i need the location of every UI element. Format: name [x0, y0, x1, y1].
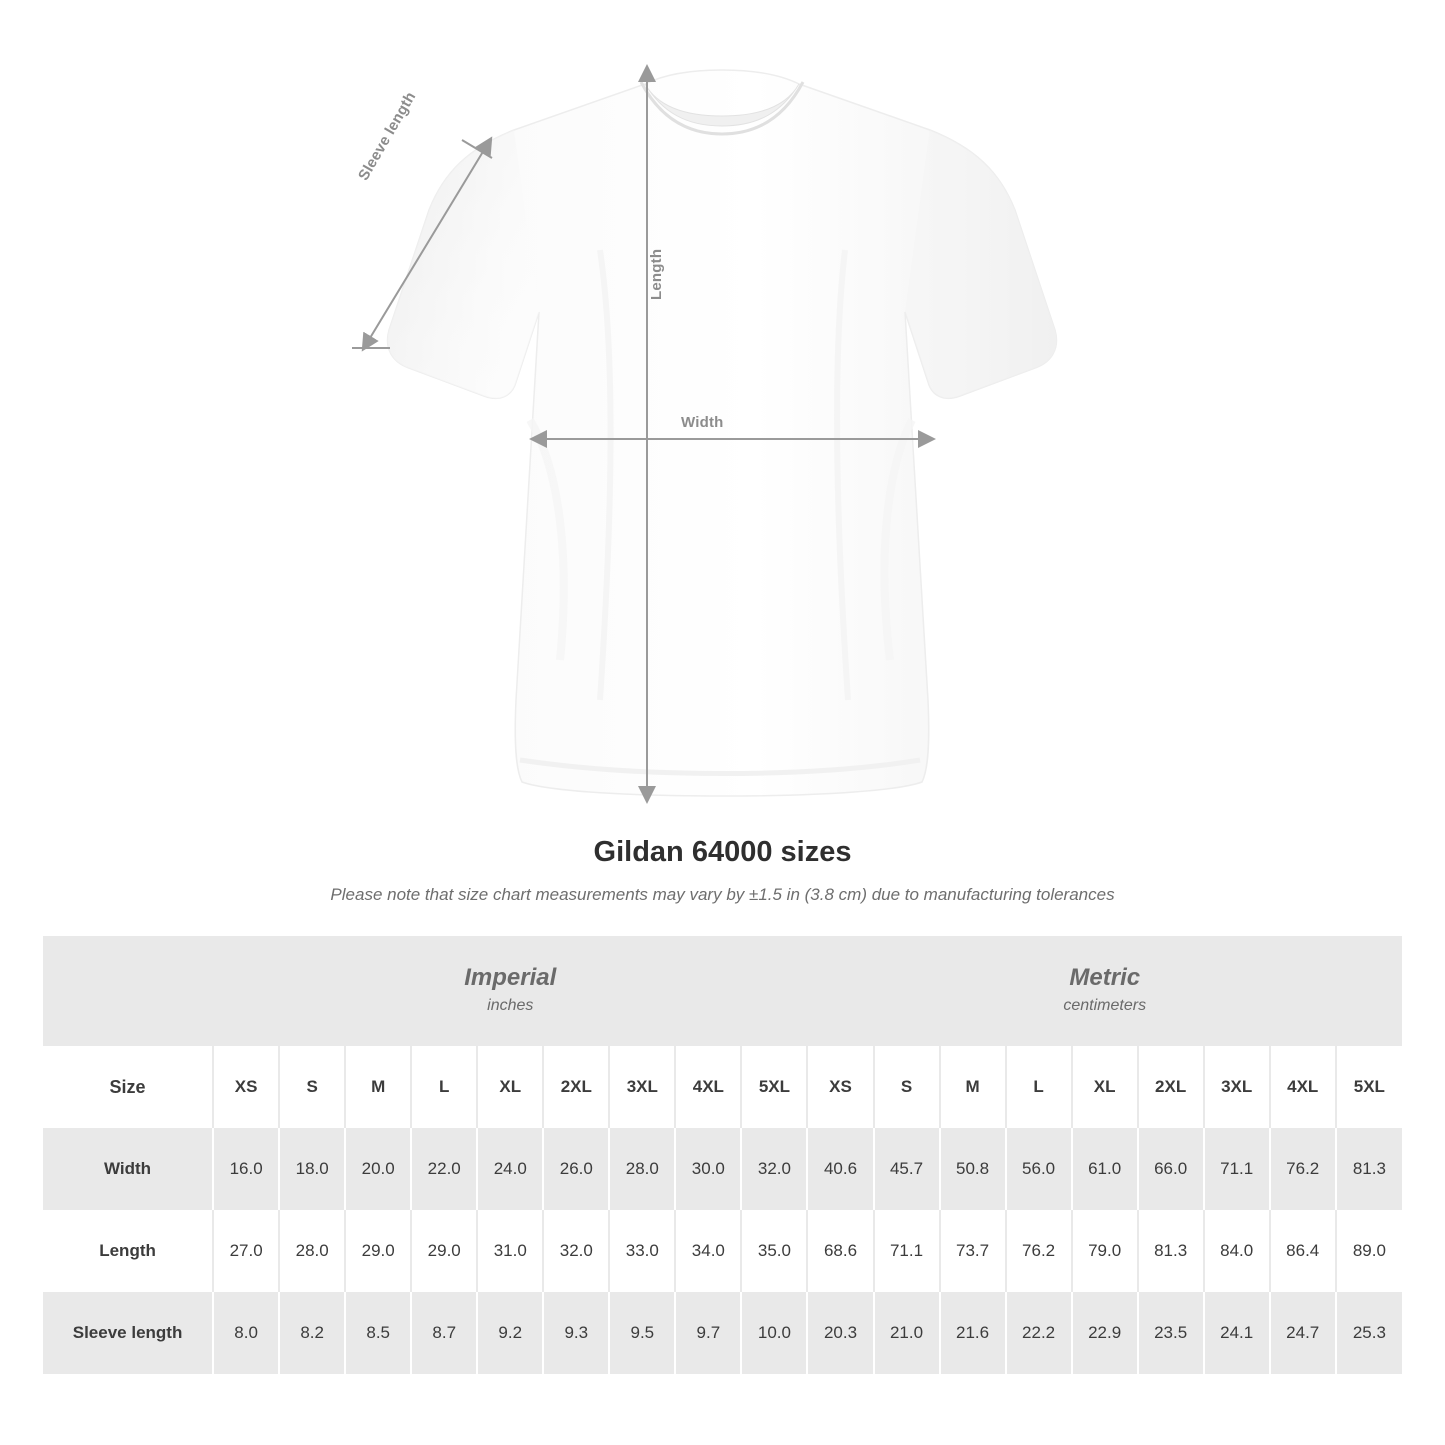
cell-width-xs-cm: 40.6 [807, 1128, 873, 1210]
header-size-m-metric: M [940, 1046, 1006, 1128]
header-size-xl-imperial: XL [477, 1046, 543, 1128]
row-label-width: Width [43, 1128, 213, 1210]
cell-width-xs-in: 16.0 [213, 1128, 279, 1210]
header-size-4xl-metric: 4XL [1270, 1046, 1336, 1128]
cell-sleeve-xl-in: 9.2 [477, 1292, 543, 1374]
header-size-xl-metric: XL [1072, 1046, 1138, 1128]
cell-length-s-cm: 71.1 [874, 1210, 940, 1292]
sleeve-length-dimension-label: Sleeve length [355, 88, 420, 184]
cell-length-xs-cm: 68.6 [807, 1210, 873, 1292]
header-size-5xl-imperial: 5XL [741, 1046, 807, 1128]
cell-width-4xl-in: 30.0 [675, 1128, 741, 1210]
tolerance-note: Please note that size chart measurements may vary by ±1.5 in (3.8 cm) due to manufacturing tolerances [330, 885, 1115, 904]
cell-sleeve-2xl-in: 9.3 [543, 1292, 609, 1374]
cell-sleeve-5xl-cm: 25.3 [1336, 1292, 1402, 1374]
cell-length-l-cm: 76.2 [1006, 1210, 1072, 1292]
header-size-4xl-imperial: 4XL [675, 1046, 741, 1128]
unit-row-spacer [43, 936, 213, 1046]
header-size-3xl-metric: 3XL [1204, 1046, 1270, 1128]
length-dimension-label: Length [648, 248, 665, 300]
cell-width-m-cm: 50.8 [940, 1128, 1006, 1210]
cell-length-m-cm: 73.7 [940, 1210, 1006, 1292]
header-size-3xl-imperial: 3XL [609, 1046, 675, 1128]
cell-sleeve-5xl-in: 10.0 [741, 1292, 807, 1374]
header-size-l-imperial: L [411, 1046, 477, 1128]
header-size-l-metric: L [1006, 1046, 1072, 1128]
cell-length-2xl-in: 32.0 [543, 1210, 609, 1292]
cell-sleeve-m-cm: 21.6 [940, 1292, 1006, 1374]
cell-sleeve-4xl-cm: 24.7 [1270, 1292, 1336, 1374]
cell-length-xl-in: 31.0 [477, 1210, 543, 1292]
cell-width-2xl-cm: 66.0 [1138, 1128, 1204, 1210]
page-title: Gildan 64000 sizes [593, 836, 852, 868]
unit-group-row [43, 936, 1402, 1046]
unit-group-imperial-sub: inches [487, 997, 534, 1015]
cell-sleeve-3xl-cm: 24.1 [1204, 1292, 1270, 1374]
header-size-2xl-imperial: 2XL [543, 1046, 609, 1128]
cell-length-3xl-cm: 84.0 [1204, 1210, 1270, 1292]
table-row-width [43, 1128, 1402, 1210]
table-row-length [43, 1210, 1402, 1292]
cell-width-5xl-in: 32.0 [741, 1128, 807, 1210]
unit-group-metric-name: Metric [1069, 964, 1141, 992]
cell-sleeve-m-in: 8.5 [345, 1292, 411, 1374]
unit-group-metric-sub: centimeters [1063, 997, 1147, 1015]
cell-sleeve-2xl-cm: 23.5 [1138, 1292, 1204, 1374]
size-table-wrapper [43, 936, 1402, 1374]
row-label-sleeve-length: Sleeve length [43, 1292, 213, 1374]
header-size-xs-imperial: XS [213, 1046, 279, 1128]
header-size-m-imperial: M [345, 1046, 411, 1128]
unit-group-imperial-name: Imperial [464, 964, 557, 992]
cell-length-xs-in: 27.0 [213, 1210, 279, 1292]
cell-width-4xl-cm: 76.2 [1270, 1128, 1336, 1210]
cell-width-2xl-in: 26.0 [543, 1128, 609, 1210]
cell-width-xl-cm: 61.0 [1072, 1128, 1138, 1210]
cell-length-5xl-in: 35.0 [741, 1210, 807, 1292]
cell-width-l-cm: 56.0 [1006, 1128, 1072, 1210]
cell-length-2xl-cm: 81.3 [1138, 1210, 1204, 1292]
table-row-sleeve-length [43, 1292, 1402, 1374]
cell-length-4xl-cm: 86.4 [1270, 1210, 1336, 1292]
cell-sleeve-4xl-in: 9.7 [675, 1292, 741, 1374]
cell-sleeve-xl-cm: 22.9 [1072, 1292, 1138, 1374]
cell-length-s-in: 28.0 [279, 1210, 345, 1292]
cell-width-m-in: 20.0 [345, 1128, 411, 1210]
cell-sleeve-s-cm: 21.0 [874, 1292, 940, 1374]
cell-width-3xl-in: 28.0 [609, 1128, 675, 1210]
unit-group-imperial [213, 936, 807, 1046]
cell-length-5xl-cm: 89.0 [1336, 1210, 1402, 1292]
size-header-row [43, 1046, 1402, 1128]
cell-width-xl-in: 24.0 [477, 1128, 543, 1210]
cell-width-5xl-cm: 81.3 [1336, 1128, 1402, 1210]
width-dimension-label: Width [681, 414, 724, 431]
row-label-length: Length [43, 1210, 213, 1292]
cell-sleeve-xs-cm: 20.3 [807, 1292, 873, 1374]
cell-sleeve-xs-in: 8.0 [213, 1292, 279, 1374]
cell-width-s-in: 18.0 [279, 1128, 345, 1210]
cell-width-s-cm: 45.7 [874, 1128, 940, 1210]
header-size-xs-metric: XS [807, 1046, 873, 1128]
cell-width-3xl-cm: 71.1 [1204, 1128, 1270, 1210]
cell-sleeve-l-in: 8.7 [411, 1292, 477, 1374]
cell-sleeve-l-cm: 22.2 [1006, 1292, 1072, 1374]
unit-group-metric [807, 936, 1402, 1046]
title-block [0, 836, 1445, 905]
cell-width-l-in: 22.0 [411, 1128, 477, 1210]
cell-length-3xl-in: 33.0 [609, 1210, 675, 1292]
cell-sleeve-3xl-in: 9.5 [609, 1292, 675, 1374]
cell-sleeve-s-in: 8.2 [279, 1292, 345, 1374]
header-size-s-imperial: S [279, 1046, 345, 1128]
header-size-2xl-metric: 2XL [1138, 1046, 1204, 1128]
header-size-label: Size [43, 1046, 213, 1128]
cell-length-xl-cm: 79.0 [1072, 1210, 1138, 1292]
size-table [43, 936, 1402, 1374]
cell-length-4xl-in: 34.0 [675, 1210, 741, 1292]
cell-length-m-in: 29.0 [345, 1210, 411, 1292]
cell-length-l-in: 29.0 [411, 1210, 477, 1292]
header-size-5xl-metric: 5XL [1336, 1046, 1402, 1128]
header-size-s-metric: S [874, 1046, 940, 1128]
